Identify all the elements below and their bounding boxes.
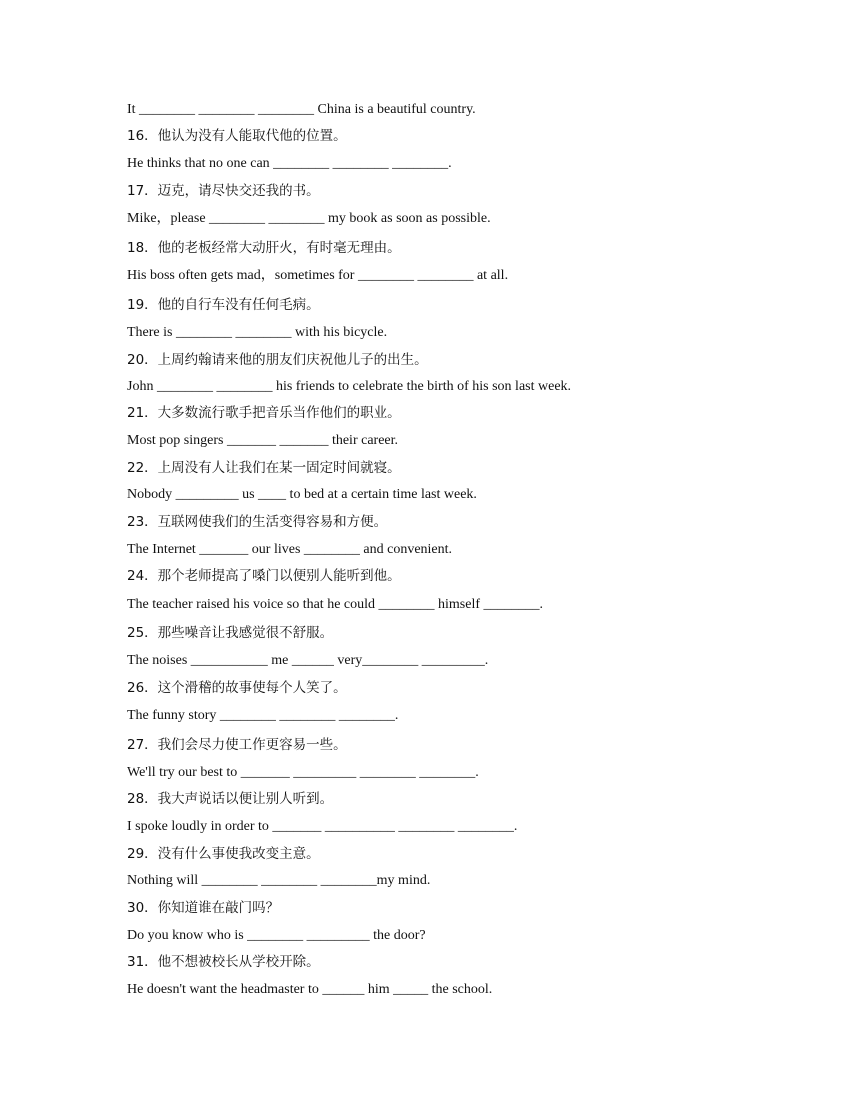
answer-line-29: Nothing will ________ ________ ________my mind. — [127, 873, 431, 888]
question-25: 25．那些噪音让我感觉很不舒服。 — [127, 625, 334, 641]
question-18: 18．他的老板经常大动肝火，有时毫无理由。 — [127, 240, 401, 256]
question-27: 27．我们会尽力使工作更容易一些。 — [127, 737, 347, 753]
answer-line-25: The noises ___________ me ______ very________ _________. — [127, 653, 489, 668]
answer-line-26: The funny story ________ ________ ________. — [127, 708, 399, 723]
answer-line-18: His boss often gets mad，sometimes for ________ ________ at all. — [127, 268, 509, 283]
question-23: 23．互联网使我们的生活变得容易和方便。 — [127, 514, 388, 530]
answer-line-15: It ________ ________ ________ China is a beautiful country. — [127, 102, 476, 117]
question-24: 24．那个老师提高了嗓门以便别人能听到他。 — [127, 568, 401, 584]
answer-line-22: Nobody _________ us ____ to bed at a certain time last week. — [127, 487, 477, 502]
answer-line-28: I spoke loudly in order to _______ __________ ________ ________. — [127, 819, 518, 834]
question-30: 30．你知道谁在敲门吗？ — [127, 900, 280, 916]
answer-line-27: We'll try our best to _______ _________ ________ ________. — [127, 765, 479, 780]
question-21: 21．大多数流行歌手把音乐当作他们的职业。 — [127, 405, 401, 421]
answer-line-16: He thinks that no one can ________ ________ ________. — [127, 156, 452, 171]
question-26: 26．这个滑稽的故事使每个人笑了。 — [127, 680, 347, 696]
answer-line-17: Mike，please ________ ________ my book as soon as possible. — [127, 211, 491, 226]
question-20: 20．上周约翰请来他的朋友们庆祝他儿子的出生。 — [127, 352, 428, 368]
question-22: 22．上周没有人让我们在某一固定时间就寝。 — [127, 460, 401, 476]
question-16: 16．他认为没有人能取代他的位置。 — [127, 128, 347, 144]
question-19: 19．他的自行车没有任何毛病。 — [127, 297, 320, 313]
question-31: 31．他不想被校长从学校开除。 — [127, 954, 320, 970]
answer-line-23: The Internet _______ our lives ________ and convenient. — [127, 542, 453, 557]
answer-line-20: John ________ ________ his friends to celebrate the birth of his son last week. — [127, 379, 572, 394]
answer-line-30: Do you know who is ________ _________ the door? — [127, 928, 426, 943]
question-29: 29．没有什么事使我改变主意。 — [127, 846, 320, 862]
question-28: 28．我大声说话以便让别人听到。 — [127, 791, 334, 807]
answer-line-31: He doesn't want the headmaster to ______ him _____ the school. — [127, 982, 493, 997]
answer-line-19: There is ________ ________ with his bicycle. — [127, 325, 388, 340]
answer-line-21: Most pop singers _______ _______ their career. — [127, 433, 399, 448]
question-17: 17．迈克，请尽快交还我的书。 — [127, 183, 320, 199]
answer-line-24: The teacher raised his voice so that he could ________ himself ________. — [127, 597, 544, 612]
